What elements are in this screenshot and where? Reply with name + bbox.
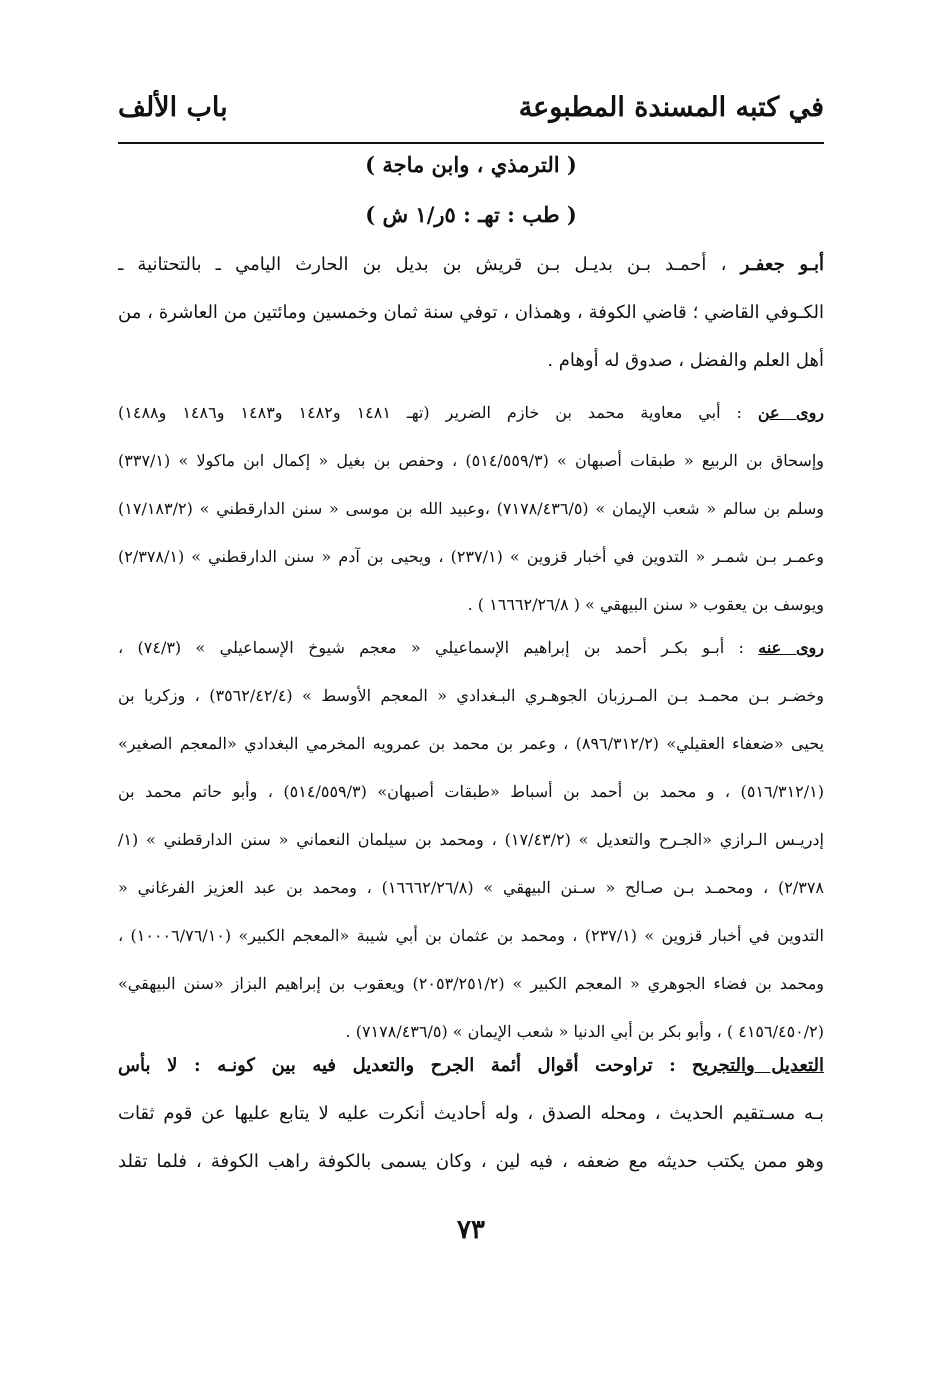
rawa-anhu-label: روى عنه <box>758 638 824 657</box>
jarh-paragraph: التعديل والتجريح : تراوحت أقوال أئمة الجرح والتعديل فيه بين كونـه : لا بأس بـه مسـتقيم الحديث ، ومحله الصدق ، وله أحاديث أنكرت عليه لا يتابع عليها عن قوم ثقات وهو ممن يكتب حديثه مع ضعفه ، فيه لين ، وكان يسمى بالكوفة راهب الكوفة ، فلما تقلد <box>118 1055 824 1172</box>
jarh-label: التعديل والتجريح <box>691 1055 824 1076</box>
page-number: ٧٣ <box>457 1215 485 1245</box>
biography-paragraph: أبـو جعفـر ، أحمـد بـن بديـل بـن قريش بن بديل بن الحارث اليامي ـ بالتحتانية ـ الكـوفي القاضي ؛ قاضي الكوفة ، وهمذان ، توفي سنة ثمان وخمسين ومائتين من العاشرة ، من أهل العلم والفضل ، صدوق له أوهام . <box>118 254 824 371</box>
header-chapter-title: باب الألف <box>118 92 228 123</box>
rawa-anhu-paragraph: روى عنه : أبـو بكـر أحمد بن إبراهيم الإسماعيلي « معجم شيوخ الإسماعيلي » (٧٤/٣) ، وخضـر بـن محمـد بـن المـرزبان الجوهـري البـغدادي « المعجم الأوسط » (٣٥٦٢/٤٢/٤) ، وزكريا بن يحيى «ضعفاء العقيلي» (٨٩٦/٣١٢/٢) ، وعمر بن محمد بن عمرويه المخرمي البغدادي «المعجم الصغير» (٥١٦/٣١٢/١) ، و محمد بن أحمد بن أسباط «طبقات أصبهان» (٥١٤/٥٥٩/٣) ، وأبو حاتم محمد بن إدريـس الـرازي «الجـرح والتعديل » (١٧/٤٣/٢) ، ومحمد بن سيلمان النعماني « سنن الدارقطني » (١/ ٢/٣٧٨) ، ومحمـد بـن صـالح « سـنن البيهقي » (١٦٦٦٢/٢٦/٨) ، ومحمد بن عبد العزيز الفرغاني « التدوين في أخبار قزوين » (٢٣٧/١) ، ومحمد بن عثمان بن أبي شيبة «المعجم الكبير» (١٠٠٠٦/٧٦/١٠) ، ومحمد بن فضاء الجوهري « المعجم الكبير » (٢٠٥٣/٢٥١/٢) ويعقوب بن إبراهيم البزاز «سنن البيهقي» (٤١٥٦/٤٥٠/٢ ) ، وأبو بكر بن أبي الدنيا « شعب الإيمان » (٧١٧٨/٤٣٦/٥) . <box>118 638 824 1041</box>
header-book-title: في كتبه المسندة المطبوعة <box>518 92 824 123</box>
bio-name: أبـو جعفـر <box>740 254 824 275</box>
running-header <box>118 92 824 136</box>
rawa-an-paragraph: روى عن : أبي معاوية محمد بن خازم الضرير (تهـ ١٤٨١ و١٤٨٢ و١٤٨٣ و١٤٨٦ و١٤٨٨) وإسحاق بن الربيع « طبقات أصبهان » (٥١٤/٥٥٩/٣) ، وحفص بن بغيل « إكمال ابن ماكولا » (٣٣٧/١) وسلم بن سالم « شعب الإيمان » (٧١٧٨/٤٣٦/٥) ،وعبيد الله بن موسى « سنن الدارقطني » (١٧/١٨٣/٢) وعمـر بـن شمـر « التدوين في أخبار قزوين » (٢٣٧/١) ، ويحيى بن آدم « سنن الدارقطني » (٢/٣٧٨/١) ويوسف بن يعقوب « سنن البيهقي » ( ١٦٦٦٢/٢٦/٨ ) . <box>118 403 824 614</box>
header-rule <box>118 142 824 144</box>
codes-line: ( طب : تهـ : ٥ر/١ ش ) <box>365 202 577 227</box>
sources-line: ( الترمذي ، وابن ماجة ) <box>365 152 577 177</box>
rawa-an-label: روى عن <box>757 403 824 422</box>
